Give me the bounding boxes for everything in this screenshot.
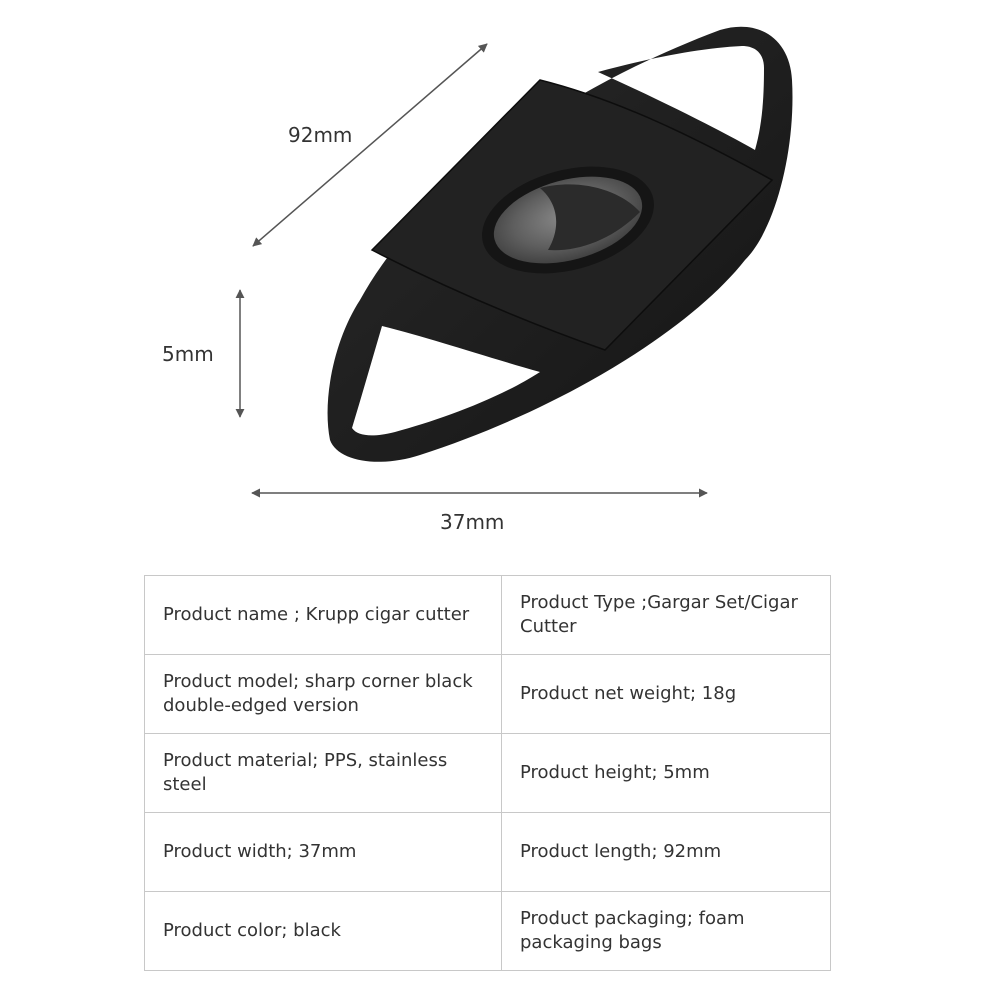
spec-cell-width: Product width; 37mm — [145, 813, 502, 892]
width-label: 37mm — [440, 510, 505, 534]
height-label: 5mm — [162, 342, 214, 366]
cigar-cutter — [328, 27, 793, 462]
spec-cell-material: Product material; PPS, stainless steel — [145, 734, 502, 813]
table-row — [145, 734, 831, 813]
spec-cell-length: Product length; 92mm — [502, 813, 831, 892]
table-row — [145, 892, 831, 971]
spec-cell-product-name: Product name ; Krupp cigar cutter — [145, 576, 502, 655]
length-label: 92mm — [288, 123, 353, 147]
spec-cell-net-weight: Product net weight; 18g — [502, 655, 831, 734]
spec-cell-product-model: Product model; sharp corner black double-edged version — [145, 655, 502, 734]
spec-cell-packaging: Product packaging; foam packaging bags — [502, 892, 831, 971]
spec-cell-height: Product height; 5mm — [502, 734, 831, 813]
table-row — [145, 576, 831, 655]
spec-cell-product-type: Product Type ;Gargar Set/Cigar Cutter — [502, 576, 831, 655]
table-row — [145, 655, 831, 734]
specification-table — [144, 575, 831, 971]
table-row — [145, 813, 831, 892]
spec-cell-color: Product color; black — [145, 892, 502, 971]
